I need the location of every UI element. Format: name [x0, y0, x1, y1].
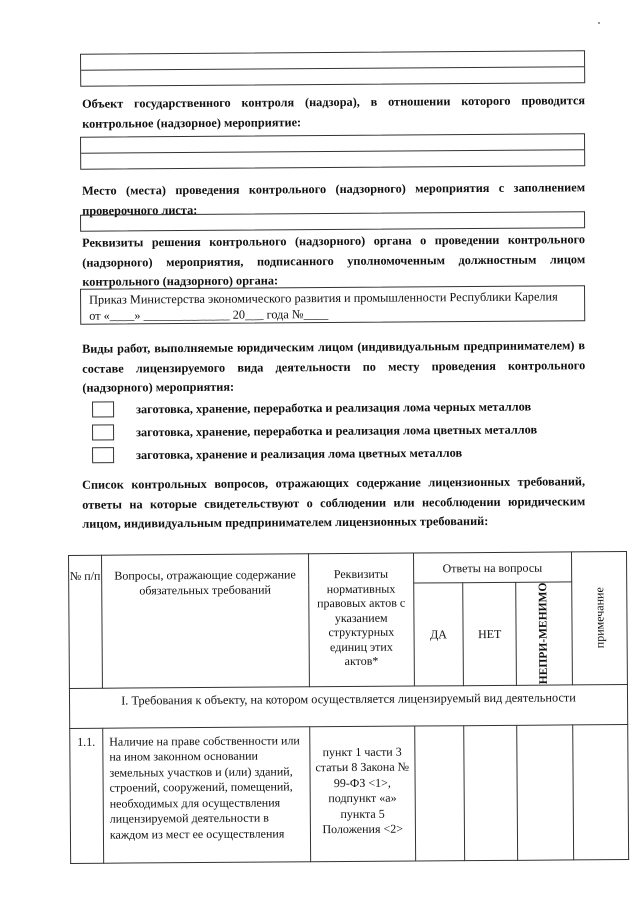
table-row: [70, 724, 629, 863]
header-questions: Вопросы, отражающие содержание обязательных требований: [101, 554, 309, 688]
decision-label: Реквизиты решения контрольного (надзорного) органа о проведении контрольного (надзорного) мероприятия, подписанного уполномоченным должностным лицом контрольного (надзорного) органа:: [82, 232, 586, 289]
activity-option-label: заготовка, хранение и реализация лома цветных металлов: [136, 445, 463, 462]
header-na: НЕПРИ-МЕНИМО: [537, 582, 551, 685]
object-field[interactable]: [80, 133, 585, 170]
row-num: 1.1.: [70, 728, 104, 863]
header-num: № п/п: [69, 555, 103, 688]
activity-option-label: заготовка, хранение, переработка и реализация лома черных металлов: [136, 398, 532, 416]
top-blank-field[interactable]: [80, 50, 585, 87]
place-field[interactable]: [80, 211, 585, 232]
header-answers: Ответы на вопросы: [413, 552, 572, 583]
blank-line: [81, 67, 584, 86]
header-na-cell: [516, 582, 573, 685]
scan-speck: [598, 22, 600, 24]
answer-yes-cell[interactable]: [414, 725, 465, 860]
checkbox[interactable]: [92, 424, 114, 440]
header-requisites: Реквизиты нормативных правовых актов с указанием структурных единиц этих актов*: [308, 553, 414, 686]
header-note-cell: [571, 552, 627, 685]
order-field[interactable]: [80, 285, 585, 325]
note-cell[interactable]: [573, 724, 629, 859]
header-yes: ДА: [413, 583, 463, 686]
activity-option-2[interactable]: [92, 420, 537, 441]
header-note: примечание: [591, 587, 607, 649]
answer-no-cell[interactable]: [464, 725, 518, 860]
activity-option-3[interactable]: [92, 444, 462, 465]
place-label: Место (места) проведения контрольного (надзорного) мероприятия с заполнением проверочного листа:: [82, 180, 586, 218]
checkbox[interactable]: [92, 401, 114, 417]
requirements-table: [68, 551, 629, 863]
order-line-1: Приказ Министерства экономического развития и промышленности Республики Карелия: [89, 289, 558, 307]
questions-list-label: Список контрольных вопросов, отражающих содержание лицензионных требований, ответы на которые свидетельствуют о соблюдении или несоблюдении юридическим лицом, индивидуальным предпринимателем лицензионных требований:: [82, 474, 586, 531]
section-title-1: I. Требования к объекту, на котором осуществляется лицензируемый вид деятельности: [69, 684, 627, 728]
activity-option-1[interactable]: [92, 397, 531, 418]
blank-line: [81, 150, 584, 169]
blank-line: [81, 212, 584, 231]
activity-label: Виды работ, выполняемые юридическим лицом (индивидуальным предпринимателем) в составе лицензируемого вида деятельности по месту проведения контрольного (надзорного) мероприятия:: [82, 338, 586, 395]
answer-na-cell[interactable]: [517, 725, 574, 860]
checkbox[interactable]: [92, 447, 114, 463]
header-no: НЕТ: [463, 582, 517, 685]
row-question: Наличие на праве собственности или на ином законном основании земельных участков и (или) зданий, строений, сооружений, помещений, необходимых для осуществления лицензируемой деятельности в каждом из мест ее осуществления: [103, 726, 311, 862]
row-requisites: пункт 1 части 3 статьи 8 Закона № 99-ФЗ <1>, подпункт «а» пункта 5 Положения <2>: [310, 726, 416, 862]
object-label: Объект государственного контроля (надзора), в отношении которого проводится контрольное (надзорное) мероприятие:: [82, 93, 586, 131]
activity-option-label: заготовка, хранение, переработка и реализация лома цветных металлов: [136, 421, 538, 439]
order-line-2: от «____» ______________ 20___ года №____: [89, 307, 329, 323]
